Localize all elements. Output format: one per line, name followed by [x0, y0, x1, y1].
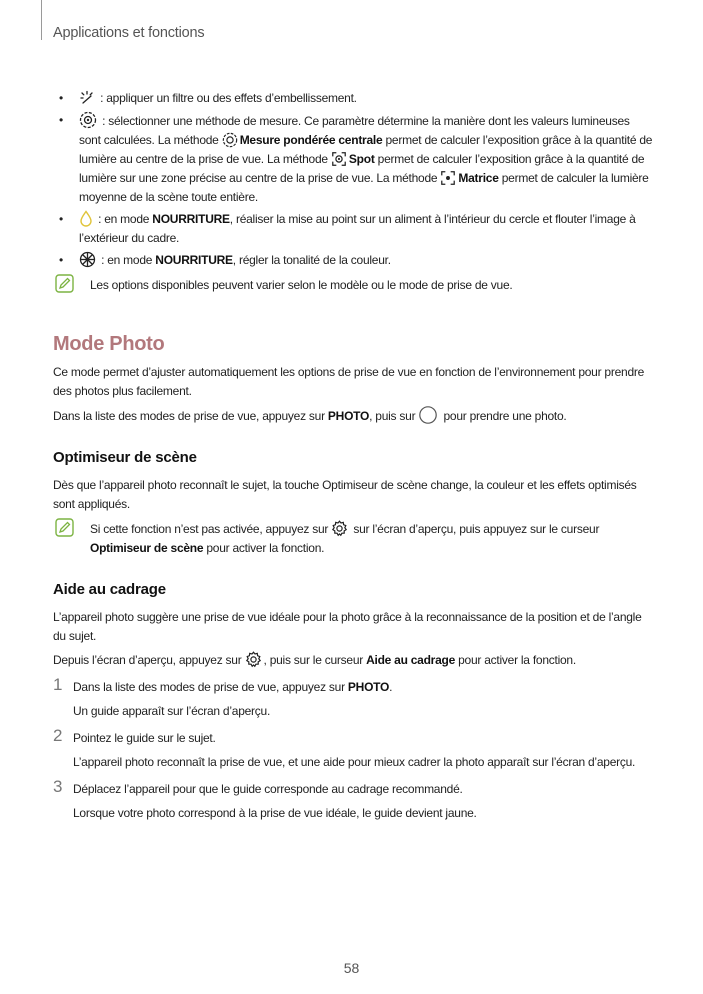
mode-photo-intro: Ce mode permet d’ajuster automatiquement les options de prise de vue en fonction de l’environnement pour prendre des photos plus facilement.: [53, 365, 645, 398]
shutter-button-icon: [418, 406, 438, 424]
step-number: 2: [53, 726, 63, 745]
step-number: 1: [53, 675, 63, 694]
settings-gear-icon: [245, 651, 262, 668]
aide-desc: L’appareil photo suggère une prise de vue idéale pour la photo grâce à la reconnaissance de la position et de l’angle du sujet.: [53, 610, 642, 643]
note-icon: [55, 518, 74, 543]
page-header: Applications et fonctions: [53, 25, 205, 41]
optimiseur-desc: Dès que l’appareil photo reconnaît le sujet, la touche Optimiseur de scène change, la couleur et les effets optimisés sont appliqués.: [53, 478, 637, 511]
bullet-filter: • : appliquer un filtre ou des effets d’embellissement.: [59, 91, 357, 105]
bullet-metering: • : sélectionner une méthode de mesure. Ce paramètre détermine la manière dont les valeurs lumineuses sont calculées. La méthode Mesure pondérée centrale permet de calculer l’exposition grâce à la quantité de lumière au centre de la prise de vue. La méthode Spot permet de calculer l’exposition grâce à la quantité de lumière sur une zone précise au centre de la prise de vue. La méthode Matrice permet de calculer la lumière moyenne de la scène toute entière.: [59, 113, 653, 204]
bullet-food-focus: • : en mode NOURRITURE, réaliser la mise au point sur un aliment à l’intérieur du cercle et flouter l’image à l’extérieur du cadre.: [59, 212, 636, 245]
mode-photo-instructions: Dans la liste des modes de prise de vue, appuyez sur PHOTO, puis sur pour prendre une photo.: [53, 406, 653, 426]
header-rule: [41, 0, 42, 40]
aide-instructions: Depuis l’écran d’aperçu, appuyez sur , puis sur le curseur Aide au cadrage pour activer la fonction.: [53, 653, 576, 667]
drop-focus-icon: [79, 210, 93, 227]
note-optimiseur: Si cette fonction n’est pas activée, appuyez sur sur l’écran d’aperçu, puis appuyez sur le curseur Optimiseur de scène pour activer la fonction.: [53, 520, 653, 558]
center-weighted-metering-icon: [222, 132, 238, 148]
step-3: 3 Déplacez l’appareil pour que le guide corresponde au cadrage recommandé. Lorsque votre photo correspond à la prise de vue idéale, le guide devient jaune.: [53, 777, 477, 820]
subsection-title-aide-cadrage: Aide au cadrage: [53, 581, 166, 598]
note-options: Les options disponibles peuvent varier selon le modèle ou le mode de prise de vue.: [53, 276, 653, 295]
page-content: [53, 89, 653, 828]
sparkle-filter-icon: [79, 90, 95, 106]
metering-icon: [79, 111, 97, 129]
step-number: 3: [53, 777, 63, 796]
step-1: 1 Dans la liste des modes de prise de vue, appuyez sur PHOTO. Un guide apparaît sur l’écran d’aperçu.: [53, 675, 393, 718]
step-2: 2 Pointez le guide sur le sujet. L’appareil photo reconnaît la prise de vue, et une aide pour mieux cadrer la photo apparaît sur l’écran d’aperçu.: [53, 726, 636, 769]
settings-gear-icon: [331, 520, 348, 537]
subsection-title-optimiseur: Optimiseur de scène: [53, 449, 197, 466]
note-icon: [55, 274, 74, 299]
color-tone-icon: [79, 251, 96, 268]
section-title-mode-photo: Mode Photo: [53, 333, 165, 355]
matrix-metering-icon: [440, 170, 456, 186]
page-number: 58: [343, 960, 360, 976]
spot-metering-icon: [331, 151, 347, 167]
bullet-color-tone: • : en mode NOURRITURE, régler la tonalité de la couleur.: [59, 253, 391, 267]
